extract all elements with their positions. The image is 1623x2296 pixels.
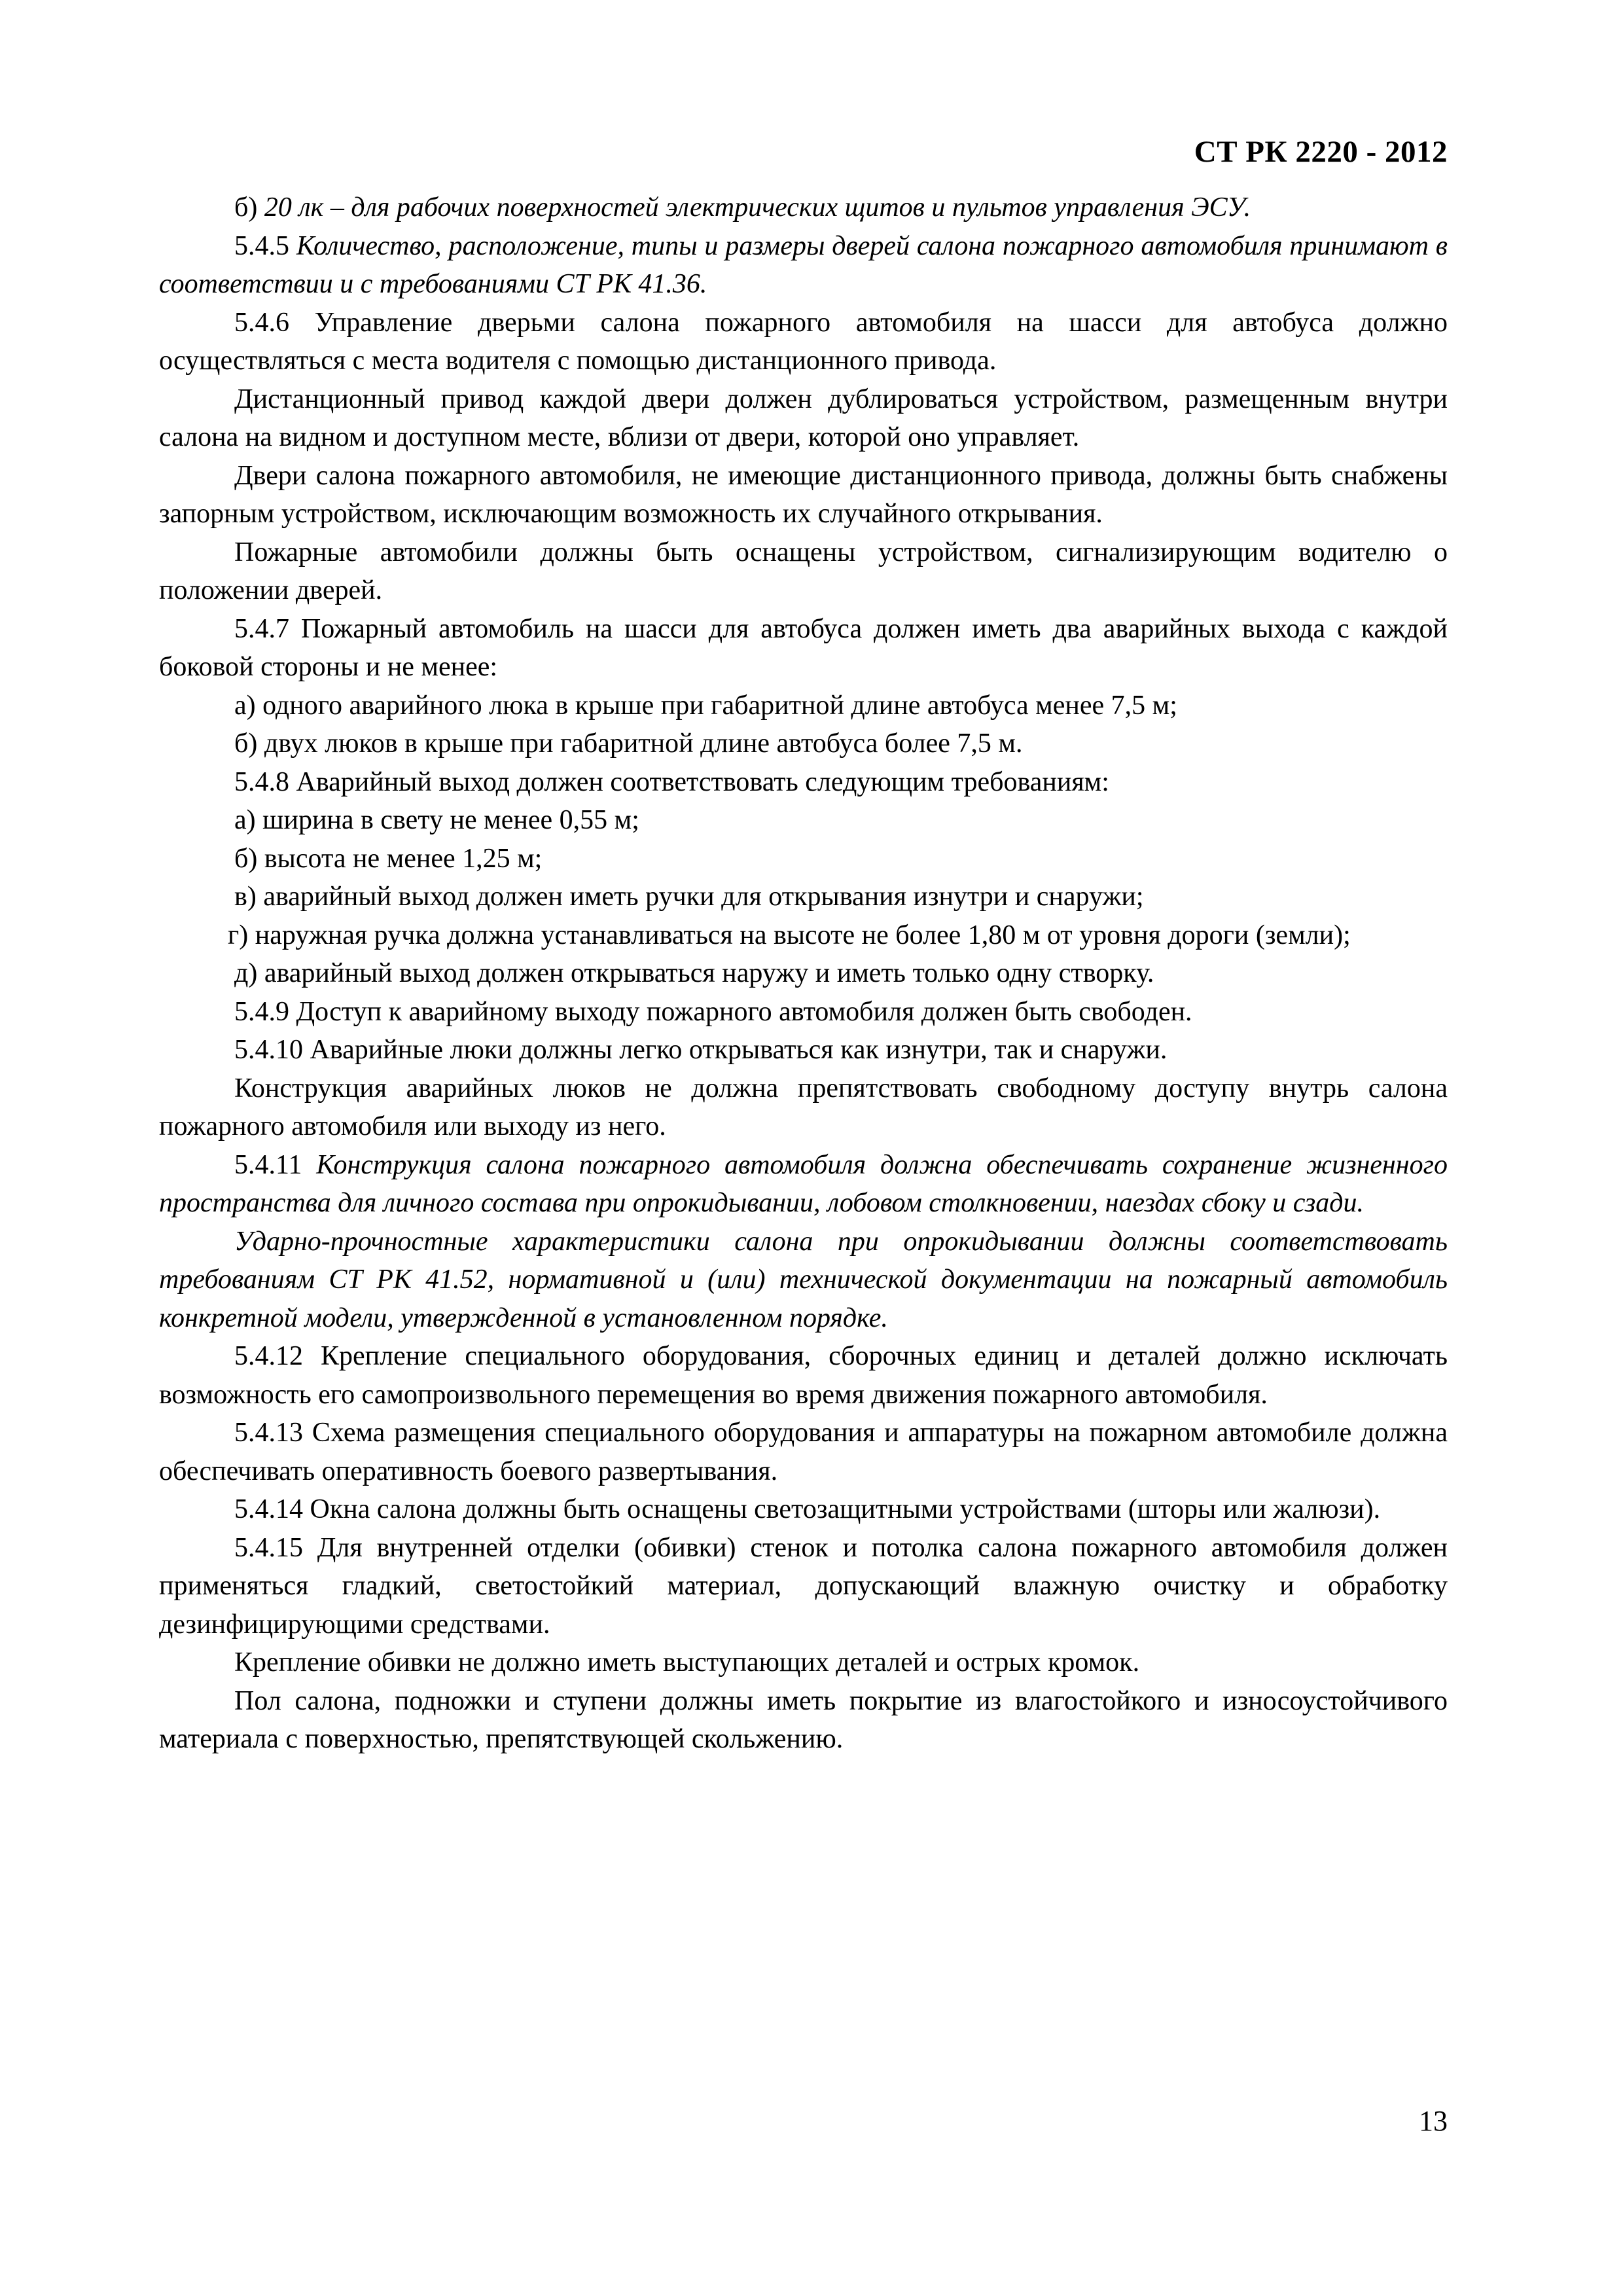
- document-standard-code: СТ РК 2220 - 2012: [1194, 135, 1448, 169]
- paragraph: Пол салона, подножки и ступени должны иметь покрытие из влагостойкого и износоустойчивого материала с поверхностью, препятствующей скольжению.: [159, 1685, 1448, 1754]
- paragraph-text-italic: Количество, расположение, типы и размеры дверей салона пожарного автомобиля принимают в соответствии и с требованиями СТ РК 41.36.: [159, 230, 1448, 299]
- paragraph: 5.4.12 Крепление специального оборудования, сборочных единиц и деталей должно исключать возможность его самопроизвольного перемещения во время движения пожарного автомобиля.: [159, 1341, 1448, 1410]
- paragraph-italic: Ударно-прочностные характеристики салона при опрокидывании должны соответствовать требованиям СТ РК 41.52, нормативной и (или) технической документации на пожарный автомобиль конкретной модели, утвержденной в установленном порядке.: [159, 1226, 1448, 1333]
- list-item: а) одного аварийного люка в крыше при габаритной длине автобуса менее 7,5 м;: [234, 690, 1177, 721]
- list-item: а) ширина в свету не менее 0,55 м;: [234, 805, 639, 835]
- paragraph: 5.4.7 Пожарный автомобиль на шасси для автобуса должен иметь два аварийных выхода с каждой боковой стороны и не менее:: [159, 613, 1448, 682]
- paragraph: [159, 1146, 1448, 1223]
- paragraph: [159, 227, 1448, 304]
- paragraph: Дистанционный привод каждой двери должен дублироваться устройством, размещенным внутри салона на видном и доступном месте, вблизи от двери, которой оно управляет.: [159, 384, 1448, 452]
- paragraph: 5.4.15 Для внутренней отделки (обивки) стенок и потолка салона пожарного автомобиля должен применяться гладкий, светостойкий материал, допускающий влажную очистку и обработку дезинфицирующими средствами.: [159, 1532, 1448, 1640]
- paragraph: 5.4.13 Схема размещения специального оборудования и аппаратуры на пожарном автомобиле должна обеспечивать оперативность боевого развертывания.: [159, 1418, 1448, 1486]
- document-body: [159, 188, 1448, 1759]
- paragraph: 5.4.14 Окна салона должны быть оснащены светозащитными устройствами (шторы или жалюзи).: [234, 1494, 1381, 1524]
- list-item: г) наружная ручка должна устанавливаться на высоте не более 1,80 м от уровня дороги (земли);: [228, 920, 1351, 950]
- paragraph-prefix: 5.4.11: [234, 1149, 317, 1180]
- paragraph: 5.4.9 Доступ к аварийному выходу пожарного автомобиля должен быть свободен.: [234, 996, 1192, 1027]
- list-item: б) высота не менее 1,25 м;: [234, 843, 543, 874]
- paragraph-text-italic: 20 лк – для рабочих поверхностей электрических щитов и пультов управления ЭСУ.: [264, 192, 1251, 223]
- paragraph-prefix: б): [234, 192, 264, 223]
- paragraph-text-italic: Конструкция салона пожарного автомобиля должна обеспечивать сохранение жизненного пространства для личного состава при опрокидывании, лобовом столкновении, наездах сбоку и сзади.: [159, 1149, 1448, 1218]
- paragraph: Двери салона пожарного автомобиля, не имеющие дистанционного привода, должны быть снабжены запорным устройством, исключающим возможность их случайного открывания.: [159, 460, 1448, 529]
- paragraph: Конструкция аварийных люков не должна препятствовать свободному доступу внутрь салона пожарного автомобиля или выходу из него.: [159, 1073, 1448, 1141]
- paragraph: Крепление обивки не должно иметь выступающих деталей и острых кромок.: [234, 1647, 1140, 1677]
- list-item: в) аварийный выход должен иметь ручки для открывания изнутри и снаружи;: [234, 882, 1144, 912]
- paragraph: 5.4.10 Аварийные люки должны легко открываться как изнутри, так и снаружи.: [234, 1035, 1168, 1065]
- paragraph: 5.4.6 Управление дверьми салона пожарного автомобиля на шасси для автобуса должно осуществляться с места водителя с помощью дистанционного привода.: [159, 307, 1448, 376]
- list-item: б) двух люков в крыше при габаритной длине автобуса более 7,5 м.: [234, 728, 1023, 759]
- list-item: д) аварийный выход должен открываться наружу и иметь только одну створку.: [234, 958, 1154, 988]
- paragraph-prefix: 5.4.5: [234, 230, 296, 261]
- paragraph: 5.4.8 Аварийный выход должен соответствовать следующим требованиям:: [234, 766, 1109, 797]
- paragraph: [159, 188, 1448, 227]
- paragraph: Пожарные автомобили должны быть оснащены устройством, сигнализирующим водителю о положении дверей.: [159, 537, 1448, 605]
- page-number: 13: [1419, 2105, 1448, 2137]
